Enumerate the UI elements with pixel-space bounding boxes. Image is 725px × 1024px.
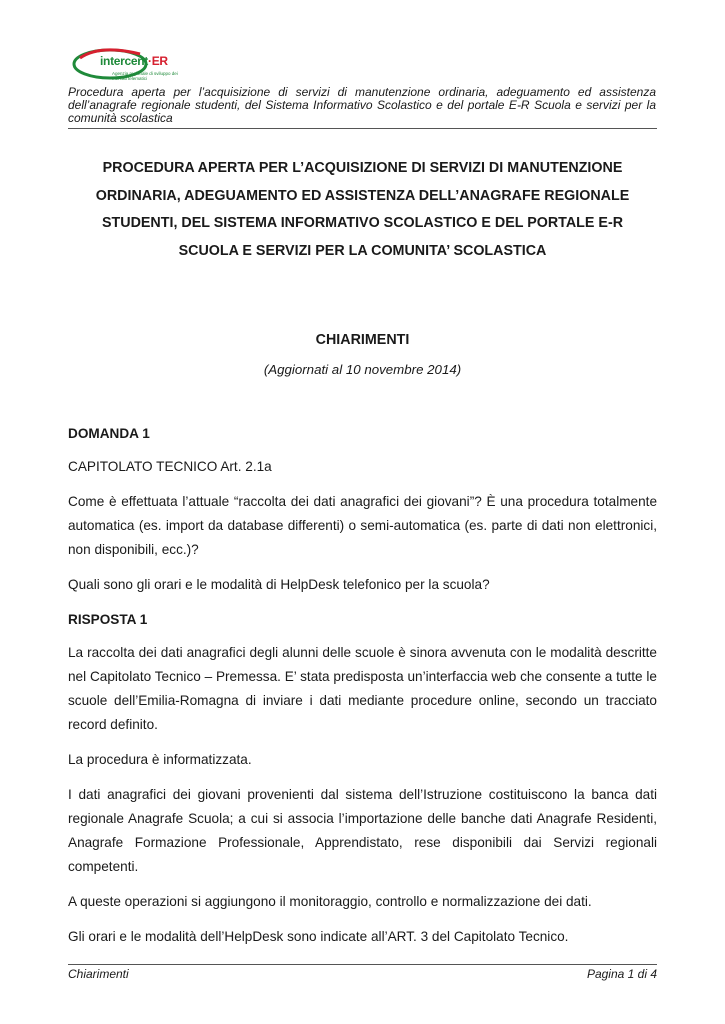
section-heading: CHIARIMENTI	[315, 332, 410, 348]
answer-paragraph: I dati anagrafici dei giovani provenienti dal sistema dell’Istruzione costituiscono la banca dati regionale Anagrafe Scuola; a cui si associa l’importazione delle banche dati Anagrafe Residenti, Anagrafe Formazione Professionale, Apprendistato, rese disponibili dai Servizi regionali competenti.	[68, 787, 657, 874]
title-line: STUDENTI, DEL SISTEMA INFORMATIVO SCOLASTICO E DEL PORTALE E-R	[101, 215, 624, 231]
logo-brand-name: intercent	[100, 54, 148, 68]
logo-brand	[100, 54, 168, 68]
question-paragraph: Come è effettuata l’attuale “raccolta dei dati anagrafici dei giovani”? È una procedura totalmente automatica (es. import da database differenti) o semi-automatica (es. parte di dati non elettronici, non disponibili, ecc.)?	[68, 494, 657, 557]
document-title	[68, 155, 657, 265]
document-body	[68, 422, 657, 960]
intercent-er-logo	[70, 46, 180, 86]
capitolato-reference: CAPITOLATO TECNICO Art. 2.1a	[68, 459, 272, 474]
update-date: (Aggiornati al 10 novembre 2014)	[263, 362, 462, 377]
question-paragraph: Quali sono gli orari e le modalità di HelpDesk telefonico per la scuola?	[68, 577, 490, 592]
running-header: Procedura aperta per l’acquisizione di servizi di manutenzione ordinaria, adeguamento ed assistenza dell’anagrafe regionale studenti, del Sistema Informativo Scolastico e del portale E-R Scuola e servizi per la comunità scolastica	[68, 85, 656, 125]
domanda-label: DOMANDA 1	[68, 426, 150, 441]
header-divider	[68, 128, 657, 129]
answer-paragraph: Gli orari e le modalità dell’HelpDesk sono indicate all’ART. 3 del Capitolato Tecnico.	[68, 929, 569, 944]
logo-brand-suffix: ·ER	[147, 54, 168, 68]
risposta-label: RISPOSTA 1	[68, 612, 148, 627]
answer-paragraph: La procedura è informatizzata.	[68, 752, 252, 767]
logo-subtitle: Agenzia regionale di sviluppo dei mercati telematici	[112, 71, 178, 81]
answer-paragraph: A queste operazioni si aggiungono il monitoraggio, controllo e normalizzazione dei dati.	[68, 894, 592, 909]
footer-label: Chiarimenti	[68, 967, 129, 981]
title-line: SCUOLA E SERVIZI PER LA COMUNITA’ SCOLASTICA	[178, 242, 547, 259]
title-line: PROCEDURA APERTA PER L’ACQUISIZIONE DI SERVIZI DI MANUTENZIONE	[102, 160, 623, 176]
page-number: Pagina 1 di 4	[586, 967, 657, 981]
footer-divider	[68, 964, 657, 965]
title-line: ORDINARIA, ADEGUAMENTO ED ASSISTENZA DELL’ANAGRAFE REGIONALE	[95, 187, 630, 204]
answer-paragraph: La raccolta dei dati anagrafici degli alunni delle scuole è sinora avvenuta con le modalità descritte nel Capitolato Tecnico – Premessa. E’ stata predisposta un’interfaccia web che consente a tutte le scuole dell’Emilia-Romagna di inviare i dati mediante procedure online, secondo un tracciato record definito.	[68, 645, 657, 732]
